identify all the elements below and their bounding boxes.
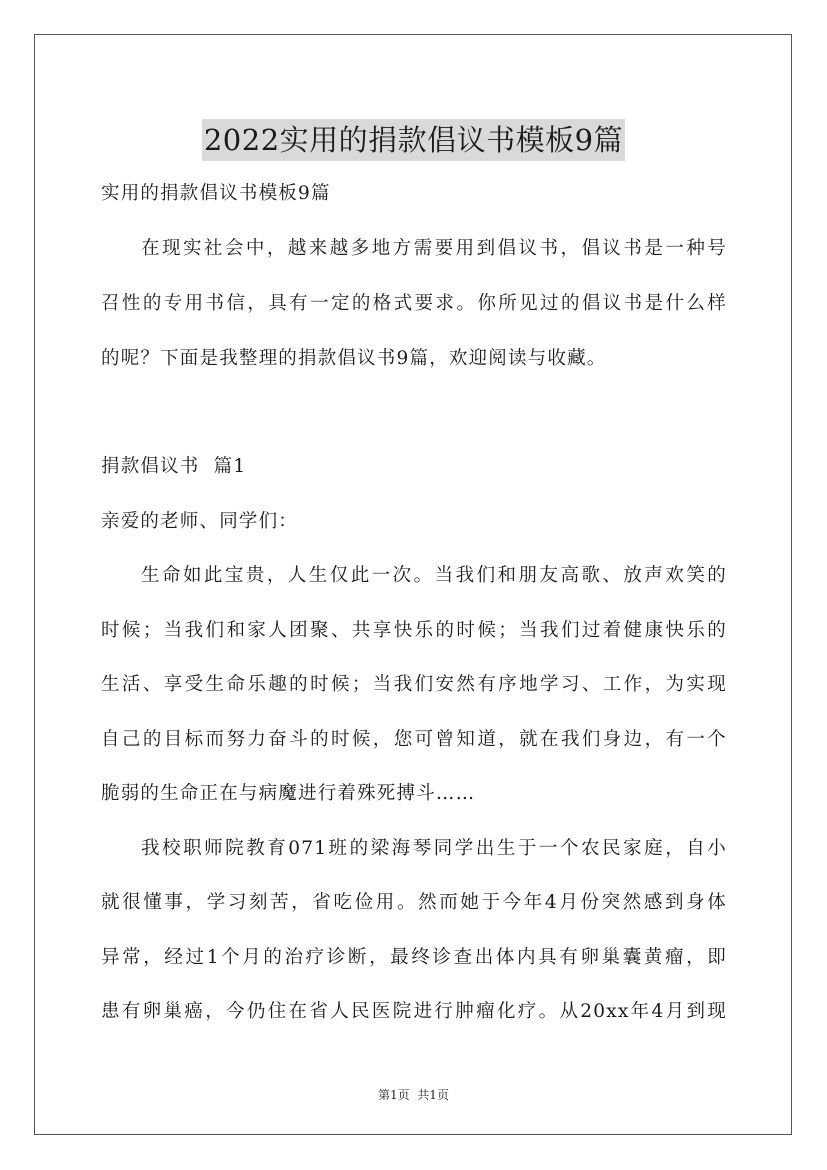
paragraph-line: 生命如此宝贵，人生仅此一次。当我们和朋友高歌、放声欢笑的 <box>141 565 727 586</box>
document-subtitle: 实用的捐款倡议书模板9篇 <box>101 183 331 204</box>
intro-line: 召性的专用书信，具有一定的格式要求。你所见过的倡议书是什么样 <box>101 293 727 314</box>
section-heading: 捐款倡议书 篇1 <box>101 456 247 477</box>
paragraph-line: 我校职师院教育071班的梁海琴同学出生于一个农民家庭，自小 <box>141 838 727 859</box>
paragraph-line: 患有卵巢癌，今仍住在省人民医院进行肿瘤化疗。从20xx年4月到现 <box>101 1001 727 1022</box>
title-container <box>0 100 827 181</box>
paragraph-line: 异常，经过1个月的治疗诊断，最终诊查出体内具有卵巢囊黄瘤，即 <box>101 947 727 968</box>
intro-line: 的呢？下面是我整理的捐款倡议书9篇，欢迎阅读与收藏。 <box>101 348 607 369</box>
document-title: 2022实用的捐款倡议书模板9篇 <box>202 119 625 161</box>
paragraph-line: 脆弱的生命正在与病魔进行着殊死搏斗…… <box>101 783 476 804</box>
paragraph-line: 就很懂事，学习刻苦，省吃俭用。然而她于今年4月份突然感到身体 <box>101 892 727 913</box>
paragraph-line: 生活、享受生命乐趣的时候；当我们安然有序地学习、工作，为实现 <box>101 674 727 695</box>
paragraph-line: 时候；当我们和家人团聚、共享快乐的时候；当我们过着健康快乐的 <box>101 620 727 641</box>
intro-line: 在现实社会中，越来越多地方需要用到倡议书，倡议书是一种号 <box>141 238 727 259</box>
page-number-footer: 第1页 共1页 <box>378 1088 449 1102</box>
salutation: 亲爱的老师、同学们： <box>101 511 299 532</box>
paragraph-line: 自己的目标而努力奋斗的时候，您可曾知道，就在我们身边，有一个 <box>101 729 727 750</box>
